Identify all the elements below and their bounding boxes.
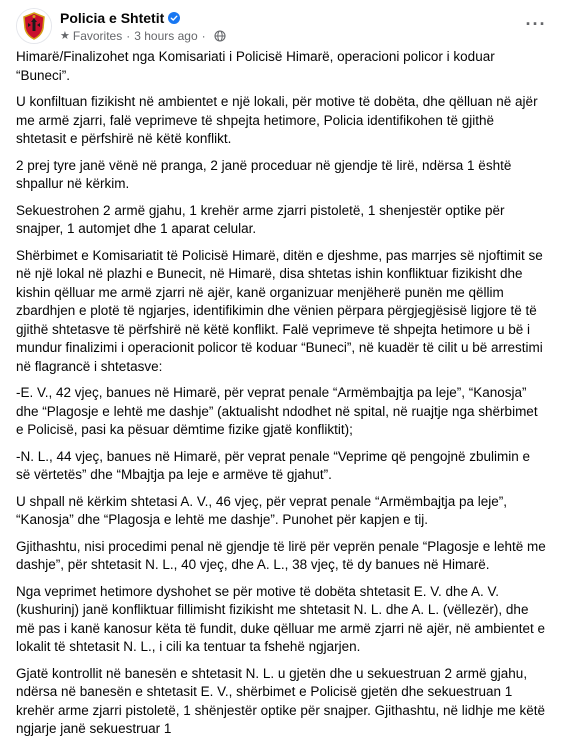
favorites-label: Favorites [72,29,123,43]
page-name[interactable]: Policia e Shtetit [60,10,165,26]
post-body [16,48,546,747]
meta-separator: · [126,29,131,43]
meta-separator: · [201,29,206,43]
post-timestamp[interactable]: 3 hours ago [134,29,198,43]
post-header [16,6,556,46]
more-options-button[interactable] [522,10,550,38]
verified-check-icon [168,12,180,24]
post-paragraph: Gjithashtu, nisi procedimi penal në gjendje të lirë për veprën penale “Plagosje e lehtë me dashje”, për shtetasit N. L., 40 vjeç, dhe A. L., 38 vjeç, të dy banues në Himarë. [16,538,546,572]
police-badge-logo-icon [17,9,51,43]
post-paragraph: U konfiltuan fizikisht në ambientet e një lokali, për motive të dobëta, dhe qëlluan në ajër me armë zjarri, falë veprimeve të shpejta hetimore, Policia identifikohen të gjithë shtetasit e përfshirë në këtë konflikt. [16,94,538,146]
post-paragraph: Shërbimet e Komisariatit të Policisë Himarë, ditën e djeshme, pas marrjes së njoftimit se në një lokal në plazhi e Bunecit, në Himarë, disa shtetas ishin konfliktuar fizikisht dhe kishin qëlluar me armë zjarri në ajër, kanë organizuar menjëherë punën me qëllim zbardhjen e plotë të ngjarjes, identifikimin dhe vënien përpara përgjegjësisë ligjore të të gjithë shtetasve të përfshirë në këtë konflikt. Falë veprimeve të shpejta hetimore u bë i mundur finalizimi i operacionit policor të koduar “Buneci”, në kuadër të cilit u bë arrestimi në flagrancë i shtetasve: [16,247,543,374]
post-paragraph: Himarë/Finalizohet nga Komisariati i Policisë Himarë, operacioni policor i koduar “Buneci”. [16,49,495,83]
star-icon: ★ [60,29,70,42]
post-paragraph: Gjatë kontrollit në banesën e shtetasit N. L. u gjetën dhe u sekuestruan 2 armë gjahu, ndërsa në banesën e shtetasit E. V., shërbimet e Policisë gjetën dhe sekuestruan 1 krehër arme zjarri pistoletë, 1 shënjestër optike për snajper. Gjithashtu, në lidhje me këtë ngjarje janë sekuestruar 1 [16,665,546,736]
post-paragraph: 2 prej tyre janë vënë në pranga, 2 janë proceduar në gjendje të lirë, ndërsa 1 është shpallur në kërkim. [16,157,512,191]
post-paragraph: U shpall në kërkim shtetasi A. V., 46 vjeç, për veprat penale “Armëmbajtja pa leje”, “Kanosja” dhe “Plagosja e lehtë me dashje”. Punohet për kapjen e tij. [16,493,507,527]
more-options-icon: ··· [525,13,547,34]
page-avatar[interactable] [16,8,52,44]
post-paragraph: Nga veprimet hetimore dyshohet se për motive të dobëta shtetasit E. V. dhe A. V. (kushurinj) janë konfliktuar fillimisht fizikisht me shtetasit N. L. dhe A. L. (vëllezër), dhe më pas i kanë kanosur këta të fundit, duke qëlluar me armë zjarri në ajër, në ambientet e lokalit të shtetasit N. L., i cili ka tentuar ta fshehë ngjarjen. [16,583,546,654]
post-paragraph: Sekuestrohen 2 armë gjahu, 1 krehër arme zjarri pistoletë, 1 shenjestër optike për snajper, 1 automjet dhe 1 aparat celular. [16,202,505,236]
page-name-row [60,9,180,27]
post-paragraph: -E. V., 42 vjeç, banues në Himarë, për veprat penale “Armëmbajtja pa leje”, “Kanosja” dhe “Plagosje e lehtë me dashje” (aktualisht ndodhet në spital, në ruajtje nga shërbimet e Policisë, pasi ka pësuar dëmtime fizike gjatë konfliktit); [16,385,538,437]
globe-icon [214,30,226,42]
post-paragraph: -N. L., 44 vjeç, banues në Himarë, për veprat penale “Veprime që pengojnë zbulimin e së vërtetës” dhe “Mbajtja pa leje e armëve të gjahut”. [16,448,531,482]
post-meta [60,28,226,44]
